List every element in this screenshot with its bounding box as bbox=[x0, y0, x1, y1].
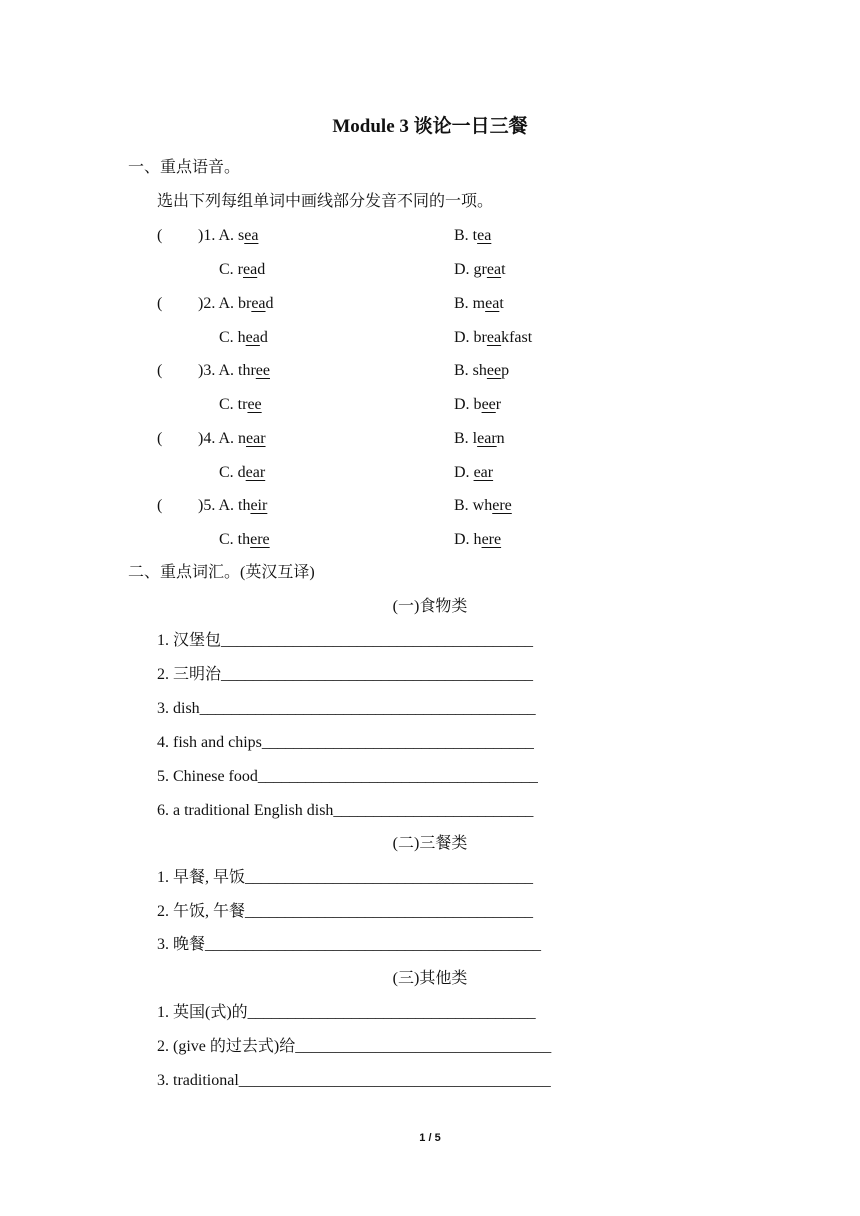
section1-heading: 一、重点语音。 bbox=[128, 159, 241, 176]
group-title: (二)三餐类 bbox=[392, 835, 468, 852]
vocab-fill-line[interactable]: 3. dish__________________________________________ bbox=[157, 700, 536, 717]
vocab-fill-line[interactable]: 3. 晚餐__________________________________________ bbox=[157, 936, 542, 953]
vocab-fill-line[interactable]: 1. 英国(式)的____________________________________ bbox=[157, 1004, 536, 1021]
question-option-a: )3. A. three bbox=[198, 362, 270, 379]
vocab-fill-line[interactable]: 5. Chinese food___________________________________ bbox=[157, 768, 538, 785]
vocab-fill-line[interactable]: 4. fish and chips__________________________________ bbox=[157, 734, 534, 751]
question-option-d: D. great bbox=[454, 261, 506, 278]
question-option-a: )2. A. bread bbox=[198, 295, 274, 312]
question-option-c: C. tree bbox=[219, 396, 262, 413]
question-option-c: C. dear bbox=[219, 464, 266, 481]
vocab-fill-line[interactable]: 3. traditional_______________________________________ bbox=[157, 1072, 551, 1089]
page-number: 1 / 5 bbox=[419, 1132, 441, 1144]
vocab-fill-line[interactable]: 2. (give 的过去式)给________________________________ bbox=[157, 1038, 552, 1055]
question-option-a: )1. A. sea bbox=[198, 227, 259, 244]
group-title: (三)其他类 bbox=[392, 970, 468, 987]
question-option-d: D. ear bbox=[454, 464, 494, 481]
vocab-fill-line[interactable]: 2. 午饭, 午餐____________________________________ bbox=[157, 903, 534, 920]
answer-blank-paren[interactable]: ( bbox=[157, 362, 163, 379]
question-option-a: )4. A. near bbox=[198, 430, 266, 447]
question-option-c: C. read bbox=[219, 261, 266, 278]
answer-blank-paren[interactable]: ( bbox=[157, 497, 163, 514]
answer-blank-paren[interactable]: ( bbox=[157, 430, 163, 447]
vocab-fill-line[interactable]: 2. 三明治_______________________________________ bbox=[157, 666, 534, 683]
answer-blank-paren[interactable]: ( bbox=[157, 295, 163, 312]
question-option-b: B. tea bbox=[454, 227, 492, 244]
question-option-d: D. breakfast bbox=[454, 329, 533, 346]
answer-blank-paren[interactable]: ( bbox=[157, 227, 163, 244]
question-option-b: B. where bbox=[454, 497, 512, 514]
question-option-d: D. here bbox=[454, 531, 502, 548]
question-option-c: C. head bbox=[219, 329, 268, 346]
question-option-a: )5. A. their bbox=[198, 497, 268, 514]
vocab-fill-line[interactable]: 1. 汉堡包_______________________________________ bbox=[157, 632, 534, 649]
section1-instruction: 选出下列每组单词中画线部分发音不同的一项。 bbox=[157, 193, 494, 210]
question-option-b: B. sheep bbox=[454, 362, 510, 379]
question-option-b: B. learn bbox=[454, 430, 505, 447]
section2-heading: 二、重点词汇。(英汉互译) bbox=[128, 564, 315, 581]
question-option-b: B. meat bbox=[454, 295, 504, 312]
page-title: Module 3 谈论一日三餐 bbox=[332, 116, 528, 137]
question-option-c: C. there bbox=[219, 531, 270, 548]
question-option-d: D. beer bbox=[454, 396, 502, 413]
vocab-fill-line[interactable]: 6. a traditional English dish_________________________ bbox=[157, 802, 534, 819]
group-title: (一)食物类 bbox=[392, 598, 468, 615]
vocab-fill-line[interactable]: 1. 早餐, 早饭____________________________________ bbox=[157, 869, 534, 886]
